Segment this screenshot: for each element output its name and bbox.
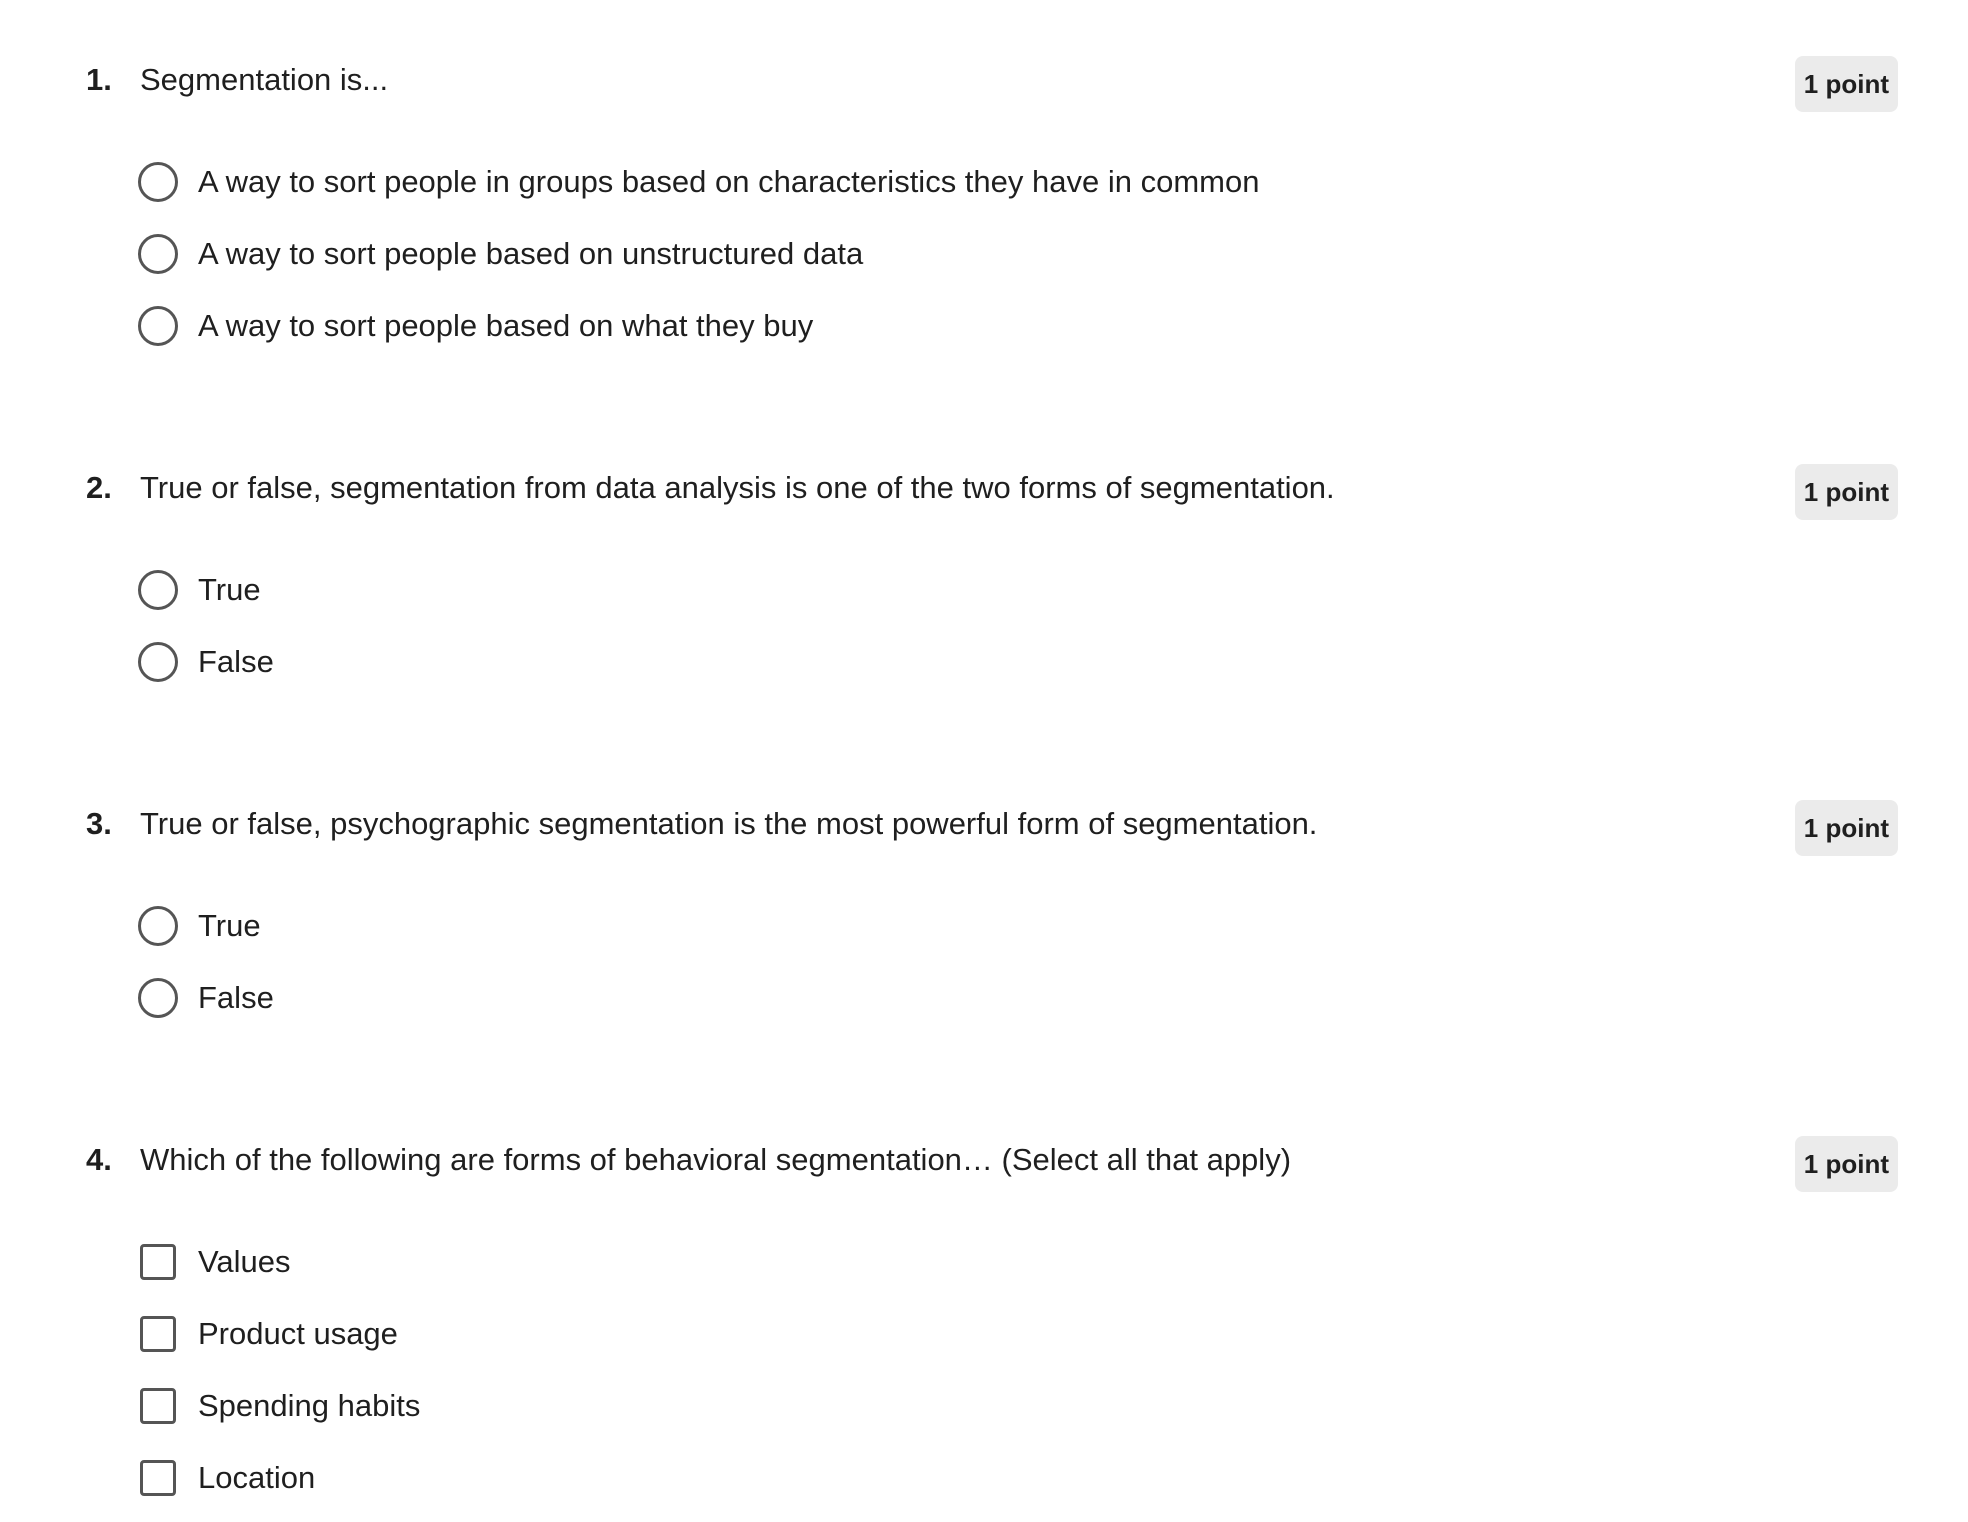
answer-option-location[interactable] <box>138 1442 420 1514</box>
option-label[interactable]: Values <box>198 1244 291 1279</box>
points-badge: 1 point <box>1795 800 1898 856</box>
points-badge: 1 point <box>1795 56 1898 112</box>
option-label[interactable]: True <box>198 572 261 607</box>
question-header <box>86 800 1898 860</box>
question-number: 4. <box>86 1142 112 1177</box>
answer-option-false[interactable] <box>138 626 274 698</box>
question-text: Segmentation is... <box>140 62 389 97</box>
option-label[interactable]: False <box>198 980 274 1015</box>
points-badge: 1 point <box>1795 464 1898 520</box>
question-3 <box>86 800 1898 1015</box>
question-number: 1. <box>86 62 112 97</box>
options-list <box>138 554 274 698</box>
option-label[interactable]: Spending habits <box>198 1388 421 1423</box>
radio-button[interactable] <box>138 306 178 346</box>
options-list <box>138 890 274 1034</box>
answer-option-true[interactable] <box>138 890 274 962</box>
answer-option-product-usage[interactable] <box>138 1298 420 1370</box>
question-number: 2. <box>86 470 112 505</box>
checkbox[interactable] <box>140 1460 176 1496</box>
option-label[interactable]: Product usage <box>198 1316 398 1351</box>
question-text: True or false, segmentation from data analysis is one of the two forms of segmentation. <box>140 470 1335 505</box>
options-list <box>138 146 1259 362</box>
points-badge: 1 point <box>1795 1136 1898 1192</box>
option-label[interactable]: A way to sort people based on what they buy <box>198 308 814 343</box>
question-number: 3. <box>86 806 112 841</box>
question-4 <box>86 1136 1898 1495</box>
option-label[interactable]: A way to sort people in groups based on characteristics they have in common <box>198 164 1260 199</box>
question-1 <box>86 56 1898 343</box>
answer-option-spending-habits[interactable] <box>138 1370 420 1442</box>
checkbox[interactable] <box>140 1388 176 1424</box>
question-text: Which of the following are forms of behavioral segmentation… (Select all that apply) <box>140 1142 1292 1177</box>
radio-button[interactable] <box>138 906 178 946</box>
answer-option-2[interactable] <box>138 218 1259 290</box>
radio-button[interactable] <box>138 570 178 610</box>
question-header <box>86 56 1898 116</box>
answer-option-values[interactable] <box>138 1226 420 1298</box>
checkbox[interactable] <box>140 1244 176 1280</box>
radio-button[interactable] <box>138 642 178 682</box>
answer-option-3[interactable] <box>138 290 1259 362</box>
radio-button[interactable] <box>138 162 178 202</box>
option-label[interactable]: True <box>198 908 261 943</box>
radio-button[interactable] <box>138 234 178 274</box>
question-header <box>86 464 1898 524</box>
radio-button[interactable] <box>138 978 178 1018</box>
answer-option-1[interactable] <box>138 146 1259 218</box>
options-list <box>138 1226 420 1514</box>
checkbox[interactable] <box>140 1316 176 1352</box>
answer-option-false[interactable] <box>138 962 274 1034</box>
answer-option-true[interactable] <box>138 554 274 626</box>
option-label[interactable]: Location <box>198 1460 316 1495</box>
question-text: True or false, psychographic segmentation is the most powerful form of segmentation. <box>140 806 1318 841</box>
question-header <box>86 1136 1898 1196</box>
option-label[interactable]: A way to sort people based on unstructured data <box>198 236 864 271</box>
option-label[interactable]: False <box>198 644 274 679</box>
question-2 <box>86 464 1898 679</box>
